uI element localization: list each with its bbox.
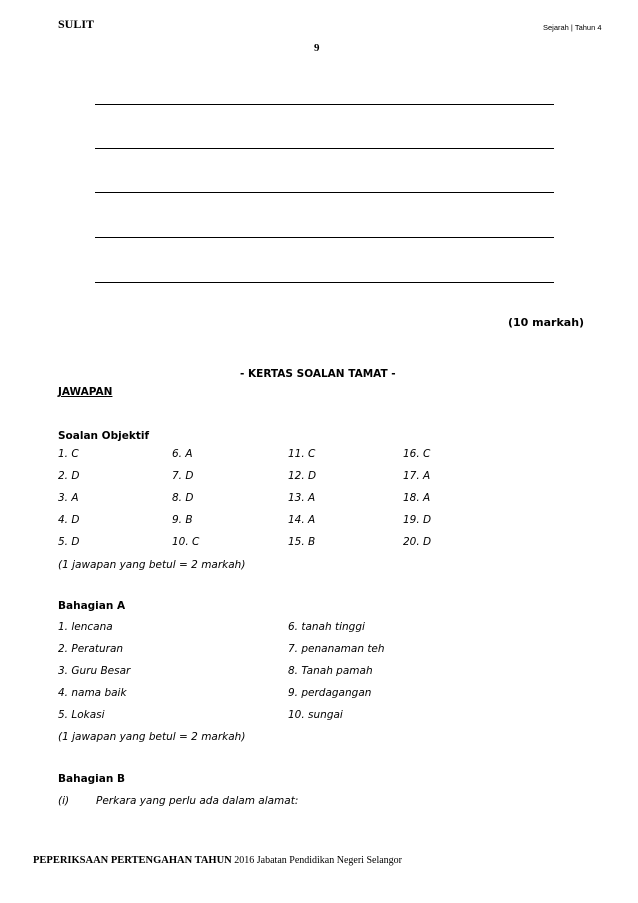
bahagian-a-answer: 9. perdagangan — [288, 687, 372, 699]
bahagian-b-item-text: Perkara yang perlu ada dalam alamat: — [96, 795, 299, 807]
objektif-answer: 17. A — [403, 470, 431, 482]
objektif-answer: 12. D — [288, 470, 317, 482]
answer-line — [95, 104, 554, 105]
answers-title: JAWAPAN — [58, 386, 113, 398]
bahagian-a-answer: 10. sungai — [288, 709, 343, 721]
bahagian-a-answer: 1. lencana — [58, 621, 113, 633]
bahagian-b-title: Bahagian B — [58, 773, 125, 785]
objektif-answer: 11. C — [288, 448, 316, 460]
end-banner: - KERTAS SOALAN TAMAT - — [240, 368, 396, 380]
objektif-answer: 5. D — [58, 536, 80, 548]
objektif-answer: 13. A — [288, 492, 316, 504]
objektif-answer: 20. D — [403, 536, 432, 548]
objektif-answer: 7. D — [172, 470, 194, 482]
answer-line — [95, 192, 554, 193]
bahagian-a-answer: 2. Peraturan — [58, 643, 124, 655]
footer-department: 2016 Jabatan Pendidikan Negeri Selangor — [234, 855, 402, 866]
objektif-answer: 4. D — [58, 514, 80, 526]
footer — [33, 855, 402, 866]
marks-total: (10 markah) — [508, 316, 585, 329]
sulit-label: SULIT — [58, 17, 95, 31]
subject-info: Sejarah | Tahun 4 — [543, 23, 602, 32]
page-number: 9 — [314, 42, 320, 54]
answer-line — [95, 237, 554, 238]
answer-line — [95, 148, 554, 149]
bahagian-a-answer: 7. penanaman teh — [288, 643, 385, 655]
objektif-answer: 15. B — [288, 536, 316, 548]
objektif-title: Soalan Objektif — [58, 430, 150, 442]
objektif-note: (1 jawapan yang betul = 2 markah) — [58, 559, 246, 571]
bahagian-a-answer: 8. Tanah pamah — [288, 665, 373, 677]
bahagian-b-item-number: (i) — [58, 795, 70, 807]
bahagian-a-note: (1 jawapan yang betul = 2 markah) — [58, 731, 246, 743]
objektif-answer: 3. A — [58, 492, 79, 504]
objektif-answer: 10. C — [172, 536, 200, 548]
bahagian-a-answer: 5. Lokasi — [58, 709, 105, 721]
bahagian-a-title: Bahagian A — [58, 600, 126, 612]
bahagian-a-answer: 6. tanah tinggi — [288, 621, 365, 633]
objektif-answer: 8. D — [172, 492, 194, 504]
objektif-answer: 19. D — [403, 514, 432, 526]
objektif-answer: 2. D — [58, 470, 80, 482]
objektif-answer: 1. C — [58, 448, 79, 460]
bahagian-a-answer: 4. nama baik — [58, 687, 127, 699]
objektif-answer: 14. A — [288, 514, 316, 526]
objektif-answer: 9. B — [172, 514, 193, 526]
bahagian-a-answer: 3. Guru Besar — [58, 665, 131, 677]
objektif-answer: 6. A — [172, 448, 193, 460]
objektif-answer: 18. A — [403, 492, 431, 504]
objektif-answer: 16. C — [403, 448, 431, 460]
footer-exam-title: PEPERIKSAAN PERTENGAHAN TAHUN — [33, 855, 232, 866]
answer-line — [95, 282, 554, 283]
